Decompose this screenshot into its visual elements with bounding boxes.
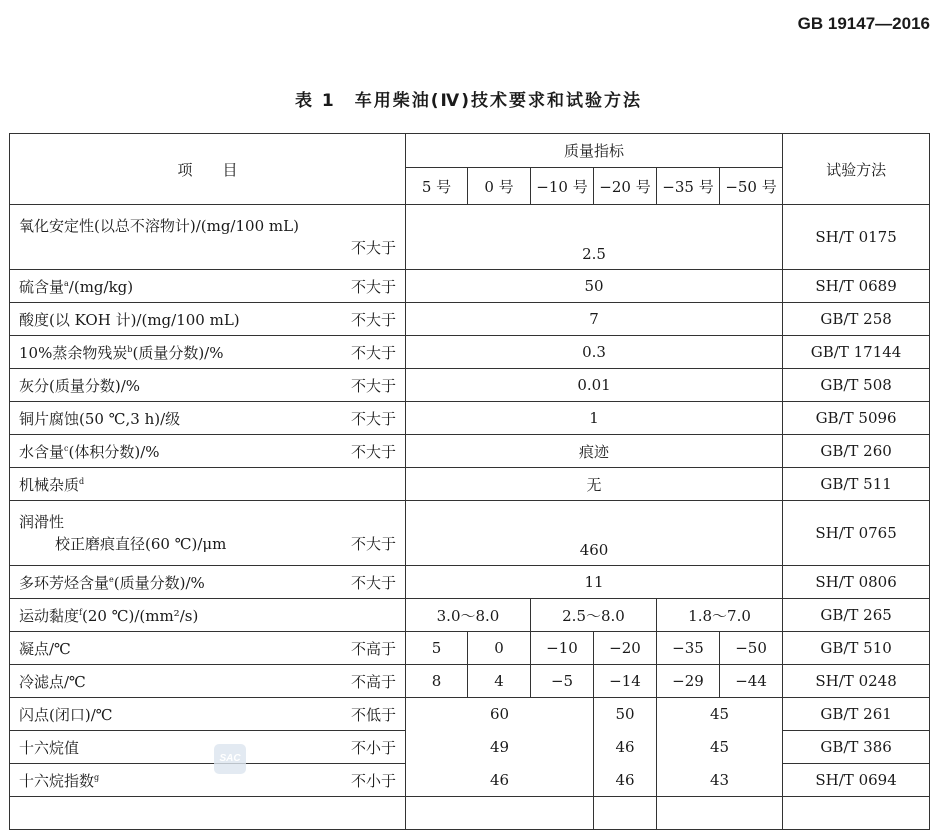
row-label-cell: [10, 270, 406, 303]
row-value: 5: [406, 632, 468, 665]
row-value: 60: [406, 698, 594, 731]
table-row: [10, 566, 930, 599]
row-method: GB/T 258: [783, 303, 930, 336]
row-label: 铜片腐蚀(50 ℃,3 h)/级: [19, 409, 181, 428]
row-label-cell: [10, 566, 406, 599]
row-value: 45: [657, 731, 783, 764]
table-row: [10, 435, 930, 468]
table-row: [10, 599, 930, 632]
row-unit: /(mg/kg): [68, 277, 134, 296]
row-value: 50: [406, 270, 783, 303]
row-unit: (质量分数)/%: [113, 573, 205, 592]
table-row: [10, 665, 930, 698]
table-row: [10, 764, 930, 797]
row-value: −5: [531, 665, 594, 698]
row-value: −35: [657, 632, 720, 665]
grade-header: −50 号: [720, 168, 783, 205]
row-value: 49: [406, 731, 594, 764]
row-label-cell: [10, 303, 406, 336]
row-unit: (体积分数)/%: [68, 442, 160, 461]
row-value: 1: [406, 402, 783, 435]
row-method: SH/T 0765: [783, 501, 930, 566]
row-method: SH/T 0694: [783, 764, 930, 797]
row-value: −29: [657, 665, 720, 698]
table-row: [10, 698, 930, 731]
row-method: GB/T 261: [783, 698, 930, 731]
row-value: 无: [406, 468, 783, 501]
row-label-cell: [10, 599, 406, 632]
row-label: 氧化安定性(以总不溶物计)/(mg/100 mL): [19, 217, 299, 235]
row-value: 4: [468, 665, 531, 698]
row-limit: 不小于: [350, 771, 396, 790]
row-value: 43: [657, 764, 783, 797]
row-value: 46: [594, 731, 657, 764]
row-limit: 不高于: [350, 672, 396, 691]
footnote-mark: b: [127, 344, 133, 354]
header-item: 项 目: [10, 134, 406, 205]
row-unit: (20 ℃)/(mm²/s): [81, 606, 199, 625]
row-label: 硫含量: [19, 277, 65, 296]
table-row: [10, 270, 930, 303]
row-label-cell: [10, 665, 406, 698]
grade-header: −20 号: [594, 168, 657, 205]
row-label-cell: [10, 336, 406, 369]
row-label: 多环芳烃含量: [19, 573, 110, 592]
table-row: [10, 303, 930, 336]
row-label: 灰分(质量分数)/%: [19, 376, 141, 395]
row-label: 10%蒸余物残炭: [19, 343, 128, 362]
table-row: [10, 336, 930, 369]
table-row: [10, 205, 930, 270]
row-limit: 不小于: [350, 738, 396, 757]
row-label-cell: [10, 468, 406, 501]
row-method: SH/T 0248: [783, 665, 930, 698]
row-label-cell: [10, 632, 406, 665]
table-row: [10, 797, 930, 830]
footnote-mark: e: [109, 574, 114, 584]
row-value: 2.5: [406, 205, 783, 270]
row-label-cell: [10, 501, 406, 566]
header-quality: 质量指标: [406, 134, 783, 168]
row-value: 7: [406, 303, 783, 336]
grade-header: −10 号: [531, 168, 594, 205]
row-value: 1.8～7.0: [657, 599, 783, 632]
row-limit: 不大于: [350, 310, 396, 329]
row-label: 酸度(以 KOH 计)/(mg/100 mL): [19, 310, 240, 329]
row-method: GB/T 260: [783, 435, 930, 468]
row-limit: 不大于: [350, 409, 396, 428]
table-row: [10, 632, 930, 665]
row-limit: 不大于: [350, 573, 396, 592]
row-value: 0: [468, 632, 531, 665]
footnote-mark: g: [94, 772, 100, 782]
footnote-mark: c: [64, 443, 69, 453]
grade-header: 0 号: [468, 168, 531, 205]
row-method: SH/T 0689: [783, 270, 930, 303]
grade-header: −35 号: [657, 168, 720, 205]
table-row: [10, 402, 930, 435]
row-label: 冷滤点/℃: [19, 672, 86, 691]
row-value: 3.0～8.0: [406, 599, 531, 632]
spec-table: [9, 133, 930, 830]
watermark-logo: SAC: [214, 744, 246, 774]
row-limit: 不大于: [350, 442, 396, 461]
row-value: 11: [406, 566, 783, 599]
row-limit: 不大于: [350, 277, 396, 296]
row-label: 十六烷指数: [19, 771, 95, 790]
row-value: 2.5～8.0: [531, 599, 657, 632]
row-value: 46: [406, 764, 594, 797]
grade-header: 5 号: [406, 168, 468, 205]
table-row: [10, 468, 930, 501]
row-method: GB/T 510: [783, 632, 930, 665]
row-limit: 不高于: [350, 639, 396, 658]
table-title: 表 1 车用柴油(Ⅳ)技术要求和试验方法: [295, 91, 642, 111]
row-label-cell: [10, 205, 406, 270]
row-value: 0.3: [406, 336, 783, 369]
row-label-cell: [10, 764, 406, 797]
row-value: 45: [657, 698, 783, 731]
footnote-mark: d: [79, 476, 85, 486]
header-row: [10, 134, 930, 168]
row-limit: 不大于: [350, 343, 396, 362]
row-method: SH/T 0175: [783, 205, 930, 270]
row-label-cell: [10, 731, 406, 764]
row-value: 46: [594, 764, 657, 797]
row-method: GB/T 511: [783, 468, 930, 501]
row-value: 460: [406, 501, 783, 566]
row-label-cell: [10, 698, 406, 731]
row-method: SH/T 0806: [783, 566, 930, 599]
row-method: GB/T 5096: [783, 402, 930, 435]
row-unit: (质量分数)/%: [132, 343, 224, 362]
row-label: 润滑性: [19, 513, 65, 531]
table-row: [10, 501, 930, 566]
row-label: 十六烷值: [19, 738, 80, 757]
row-limit: 不大于: [350, 535, 396, 553]
row-value: 0.01: [406, 369, 783, 402]
row-value: −44: [720, 665, 783, 698]
row-label-cell: [10, 435, 406, 468]
row-value: 50: [594, 698, 657, 731]
header-method: 试验方法: [783, 134, 930, 205]
row-value: −14: [594, 665, 657, 698]
row-sublabel: 校正磨痕直径(60 ℃)/μm: [55, 535, 227, 553]
row-label: 运动黏度: [19, 606, 80, 625]
row-label: 水含量: [19, 442, 65, 461]
row-value: 8: [406, 665, 468, 698]
row-method: GB/T 386: [783, 731, 930, 764]
row-label-cell: [10, 369, 406, 402]
row-label: 闪点(闭口)/℃: [19, 705, 113, 724]
row-label-cell: [10, 402, 406, 435]
table-row: [10, 731, 930, 764]
row-label: 凝点/℃: [19, 639, 71, 658]
row-limit: 不大于: [350, 376, 396, 395]
row-label: 机械杂质: [19, 475, 80, 494]
row-value: −20: [594, 632, 657, 665]
row-method: GB/T 17144: [783, 336, 930, 369]
row-limit: 不低于: [350, 705, 396, 724]
standard-code: GB 19147—2016: [797, 14, 930, 33]
row-method: GB/T 508: [783, 369, 930, 402]
row-value: −50: [720, 632, 783, 665]
row-value: 痕迹: [406, 435, 783, 468]
row-limit: 不大于: [350, 239, 396, 257]
footnote-mark: a: [64, 278, 69, 288]
table-row: [10, 369, 930, 402]
footnote-mark: f: [79, 607, 82, 617]
row-value: −10: [531, 632, 594, 665]
row-method: GB/T 265: [783, 599, 930, 632]
